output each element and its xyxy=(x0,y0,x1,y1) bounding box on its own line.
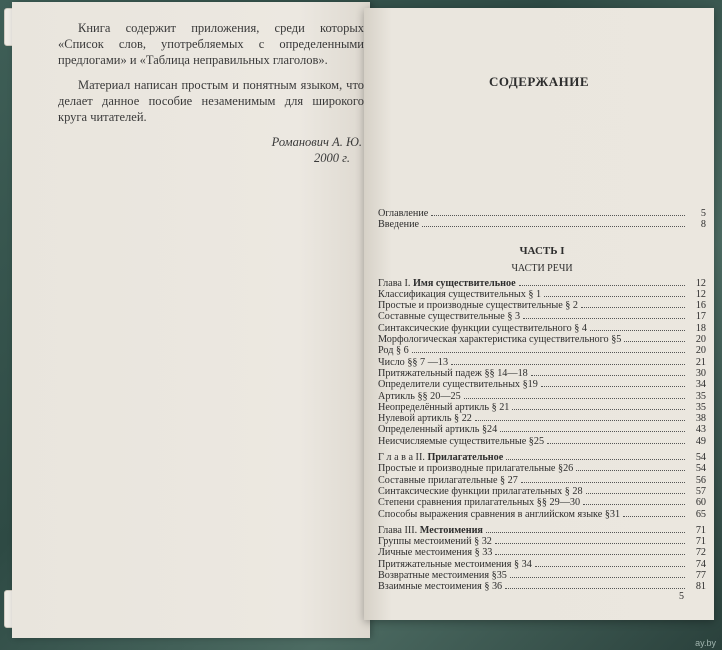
part-heading: ЧАСТЬ I xyxy=(519,244,565,257)
toc-entry-label: Неопределённый артикль § 21 xyxy=(378,401,510,413)
dot-leader xyxy=(583,504,685,505)
toc-entry xyxy=(378,559,706,570)
chapter-prefix: Г л а в а II. xyxy=(378,452,428,464)
toc-entry-label: Неисчисляемые существительные §25 xyxy=(378,435,545,447)
toc-entry-page: 35 xyxy=(695,401,706,413)
toc-entry-page: 16 xyxy=(695,300,706,312)
toc-entry xyxy=(378,570,706,581)
toc-entry xyxy=(378,379,706,390)
toc-entry xyxy=(378,289,706,300)
toc-entry-label xyxy=(378,525,483,536)
dot-leader xyxy=(475,420,685,421)
toc-entry-page: 65 xyxy=(695,508,706,520)
toc-entry-label: Способы выражения сравнения в английском языке §31 xyxy=(378,508,621,520)
dot-leader xyxy=(495,554,685,555)
toc-entry-label: Притяжательный падеж §§ 14—18 xyxy=(378,367,528,379)
left-page-text xyxy=(58,20,364,166)
paragraph-1: Книга содержит приложения, среди которых «Список слов, употребляемых с определенными предлогами» и «Таблица неправильных глаголов». xyxy=(58,21,364,67)
chapter-title: Имя существительное xyxy=(412,277,516,289)
toc-entry-page: 77 xyxy=(695,570,706,582)
toc-entry xyxy=(378,497,706,508)
toc-entry-page: 72 xyxy=(695,547,706,559)
toc-entry-page: 35 xyxy=(695,390,706,402)
dot-leader xyxy=(451,364,685,365)
chapter-prefix: Глава I. xyxy=(378,277,413,289)
dot-leader xyxy=(581,307,685,308)
dot-leader xyxy=(510,577,685,578)
toc-entry-page: 38 xyxy=(695,413,706,425)
toc-entry-label: Простые и производные существительные § 2 xyxy=(378,300,579,312)
dot-leader xyxy=(506,459,685,460)
toc-entry-page: 60 xyxy=(695,497,706,509)
dot-leader xyxy=(464,398,685,399)
toc-entry xyxy=(378,413,706,424)
toc-entry xyxy=(378,219,706,230)
dot-leader xyxy=(547,443,685,444)
toc-entry-label: Число §§ 7 —13 xyxy=(378,356,449,368)
toc-entry xyxy=(378,475,706,486)
dot-leader xyxy=(535,566,685,567)
toc-chapter xyxy=(378,278,706,289)
toc-chapter xyxy=(378,452,706,463)
toc-chapter xyxy=(378,525,706,536)
chapter-prefix: Глава III. xyxy=(378,524,420,536)
table-of-contents xyxy=(378,208,706,593)
chapter-title: Прилагательное xyxy=(427,452,504,464)
dot-leader xyxy=(541,386,685,387)
toc-entry-label: Синтаксические функции прилагательных § 28 xyxy=(378,485,583,497)
dot-leader xyxy=(624,341,685,342)
toc-entry-page: 20 xyxy=(695,334,706,346)
toc-entry-label: Введение xyxy=(378,219,420,231)
dot-leader xyxy=(512,409,685,410)
toc-entry-page: 21 xyxy=(695,356,706,368)
dot-leader xyxy=(531,375,685,376)
dot-leader xyxy=(422,226,685,227)
dot-leader xyxy=(495,543,685,544)
dot-leader xyxy=(544,296,685,297)
dot-leader xyxy=(623,516,685,517)
toc-entry-label: Простые и производные прилагательные §26 xyxy=(378,463,574,475)
toc-entry-label xyxy=(378,452,503,463)
toc-entry-label: Притяжательные местоимения § 34 xyxy=(378,558,532,570)
toc-entry-page: 57 xyxy=(695,485,706,497)
toc-entry-page: 17 xyxy=(695,311,706,323)
toc-entry-page: 18 xyxy=(695,322,706,334)
toc-entry xyxy=(378,436,706,447)
toc-entry xyxy=(378,368,706,379)
toc-entry-page: 74 xyxy=(695,558,706,570)
toc-entry-label: Составные существительные § 3 xyxy=(378,311,521,323)
toc-entry xyxy=(378,509,706,520)
toc-entry xyxy=(378,334,706,345)
toc-entry-label: Род § 6 xyxy=(378,345,409,357)
toc-entry-page: 43 xyxy=(695,424,706,436)
author-signature: Романович А. Ю. xyxy=(271,135,362,149)
chapter-title: Местоимения xyxy=(419,524,483,536)
toc-entry-label: Взаимные местоимения § 36 xyxy=(378,581,503,593)
toc-entry-page: 71 xyxy=(695,524,706,536)
signature-year: 2000 г. xyxy=(314,151,350,165)
toc-entry xyxy=(378,300,706,311)
toc-entry-label: Определенный артикль §24 xyxy=(378,424,498,436)
toc-entry-label: Группы местоимений § 32 xyxy=(378,536,492,548)
dot-leader xyxy=(500,431,685,432)
dot-leader xyxy=(523,318,685,319)
toc-entry-label: Синтаксические функции существительного § 4 xyxy=(378,322,587,334)
toc-entry xyxy=(378,402,706,413)
toc-entry-page: 49 xyxy=(695,435,706,447)
toc-entry-label: Классификация существительных § 1 xyxy=(378,288,542,300)
toc-entry-page: 54 xyxy=(695,452,706,464)
toc-entry xyxy=(378,486,706,497)
toc-entry-page: 12 xyxy=(695,277,706,289)
dot-leader xyxy=(590,330,685,331)
toc-entry-page: 30 xyxy=(695,367,706,379)
toc-entry xyxy=(378,581,706,592)
toc-entry-label: Оглавление xyxy=(378,208,429,219)
toc-entry-page: 5 xyxy=(700,208,706,219)
part-subheading: ЧАСТИ РЕЧИ xyxy=(511,262,573,274)
toc-entry xyxy=(378,208,706,219)
toc-entry xyxy=(378,536,706,547)
toc-entry-label: Морфологическая характеристика существительного §5 xyxy=(378,334,622,346)
dot-leader xyxy=(521,482,685,483)
toc-entry-page: 12 xyxy=(695,288,706,300)
toc-entry-page: 20 xyxy=(695,345,706,357)
right-page xyxy=(364,8,714,620)
paragraph-2: Материал написан простым и понятным языком, что делает данное пособие незаменимым для широкого круга читателей. xyxy=(58,78,364,124)
page-number: 5 xyxy=(679,591,684,602)
toc-entry xyxy=(378,357,706,368)
toc-entry-page: 71 xyxy=(695,536,706,548)
toc-entry xyxy=(378,391,706,402)
dot-leader xyxy=(412,352,685,353)
toc-entry-label: Степени сравнения прилагательных §§ 29—30 xyxy=(378,497,581,509)
dot-leader xyxy=(586,493,685,494)
toc-entry-label: Нулевой артикль § 22 xyxy=(378,413,472,425)
toc-entry-page: 56 xyxy=(695,474,706,486)
toc-entry-page: 54 xyxy=(695,463,706,475)
dot-leader xyxy=(431,215,685,216)
dot-leader xyxy=(519,285,685,286)
toc-entry-label: Артикль §§ 20—25 xyxy=(378,390,461,402)
toc-entry-page: 34 xyxy=(695,379,706,391)
watermark: ay.by xyxy=(695,638,716,648)
toc-entry-page: 81 xyxy=(695,581,706,593)
toc-entry xyxy=(378,547,706,558)
dot-leader xyxy=(486,532,685,533)
left-page xyxy=(12,2,370,638)
toc-entry xyxy=(378,323,706,334)
dot-leader xyxy=(576,470,685,471)
toc-entry-label: Возвратные местоимения §35 xyxy=(378,570,507,582)
toc-entry xyxy=(378,424,706,435)
toc-entry-label: Определители существительных §19 xyxy=(378,379,538,391)
toc-entry-label: Личные местоимения § 33 xyxy=(378,547,493,559)
toc-entry xyxy=(378,345,706,356)
toc-entry-label: Составные прилагательные § 27 xyxy=(378,474,518,486)
toc-entry-label xyxy=(378,278,516,289)
toc-entry xyxy=(378,311,706,322)
toc-entry xyxy=(378,463,706,474)
toc-entry-page: 8 xyxy=(700,219,706,231)
toc-title: СОДЕРЖАНИЕ xyxy=(488,74,590,89)
dot-leader xyxy=(505,588,685,589)
